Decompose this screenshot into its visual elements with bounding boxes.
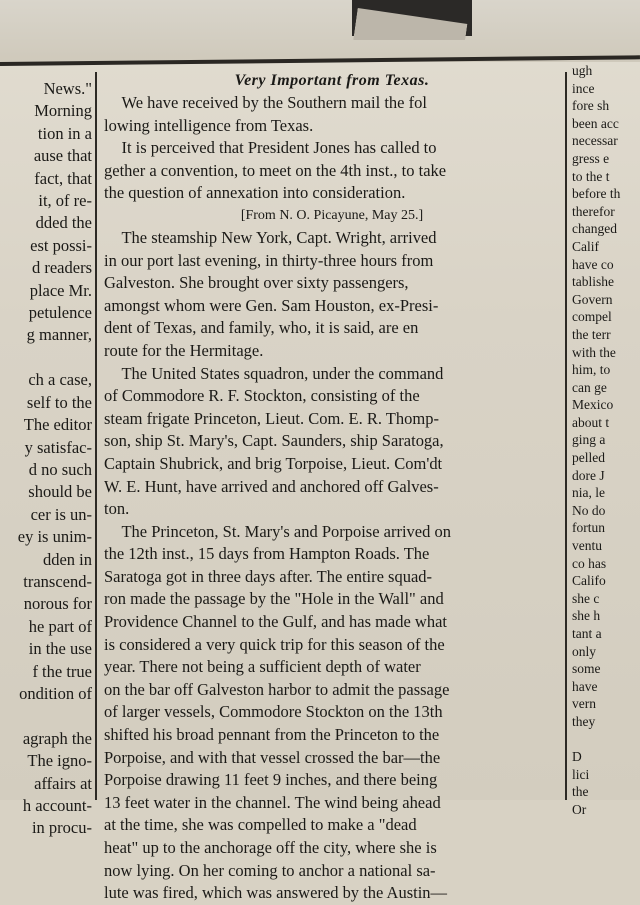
left-column-line xyxy=(0,347,92,369)
right-column-line: nia, le xyxy=(572,485,605,501)
left-column-line: agraph the xyxy=(22,728,92,748)
right-column-line: about t xyxy=(572,414,610,430)
right-column-line: she c xyxy=(572,590,600,606)
right-column-line: the terr xyxy=(572,326,611,342)
article-line: gether a convention, to meet on the 4th inst., to take xyxy=(104,160,447,180)
left-column-line: dden in xyxy=(42,549,92,569)
left-column-line: The igno- xyxy=(27,751,92,771)
right-column-line: tablishe xyxy=(572,274,614,290)
column-rule-left xyxy=(95,72,97,800)
right-column-line: ging a xyxy=(572,432,606,448)
left-column-line: fact, that xyxy=(34,168,92,188)
right-column-line: they xyxy=(572,713,596,729)
right-column-line: No do xyxy=(572,502,606,518)
right-column-line: fore sh xyxy=(572,98,610,114)
article-line: the question of annexation into consideration. xyxy=(104,183,406,203)
right-column-line: Califo xyxy=(572,573,606,589)
article-line: dent of Texas, and family, who, it is said, are en xyxy=(104,318,419,338)
article-line: route for the Hermitage. xyxy=(104,340,264,360)
right-column-line: some xyxy=(572,661,601,677)
top-margin xyxy=(0,0,640,62)
article-line: lute was fired, which was answered by the Austin— xyxy=(104,883,448,903)
left-column-line: f the true xyxy=(32,661,92,681)
right-column-line: can ge xyxy=(572,379,607,395)
right-column-line: ince xyxy=(572,80,595,96)
right-column-line: gress e xyxy=(572,150,610,166)
left-column-line: self to the xyxy=(26,392,92,412)
right-column-line: co has xyxy=(572,555,607,571)
article-line: Captain Shubrick, and brig Torpoise, Lieut. Com'dt xyxy=(104,453,443,473)
article-line: We have received by the Southern mail the fol xyxy=(121,93,427,112)
left-column-line: should be xyxy=(28,482,92,502)
article-line: of Commodore R. F. Stockton, consisting of the xyxy=(104,386,420,406)
article-line: shifted his broad pennant from the Princeton to the xyxy=(104,725,440,745)
left-column-line: ause that xyxy=(33,146,92,166)
right-column-line: vern xyxy=(572,696,596,712)
left-column-line: est possi- xyxy=(30,235,92,255)
article-line: at the time, she was compelled to make a "dead xyxy=(104,815,417,835)
left-column-line: ondition of xyxy=(19,683,92,703)
left-column-line: transcend- xyxy=(23,571,92,591)
left-column-line: g manner, xyxy=(26,325,92,345)
article-line: It is perceived that President Jones has called to xyxy=(121,138,437,158)
right-column-line: changed xyxy=(572,221,617,237)
column-rule-right xyxy=(565,72,567,800)
article-paragraph-squadron xyxy=(104,363,560,521)
article-line: The Princeton, St. Mary's and Porpoise arrived on xyxy=(121,521,451,541)
right-column-line: with the xyxy=(572,344,616,360)
left-column-line: in the use xyxy=(28,639,92,659)
article-paragraph-convention xyxy=(104,137,560,205)
left-column-line: he part of xyxy=(28,616,92,636)
right-column-line: Calif xyxy=(572,238,599,254)
article-line: son, ship St. Mary's, Capt. Saunders, ship Saratoga, xyxy=(104,431,444,451)
article-line: ton. xyxy=(104,499,130,519)
left-column-line: place Mr. xyxy=(29,280,92,300)
left-column-line: h account- xyxy=(22,796,92,815)
right-column-line: dore J xyxy=(572,467,605,483)
article-line: the 12th inst., 15 days from Hampton Roads. The xyxy=(104,544,430,564)
main-article xyxy=(104,70,560,903)
article-intro xyxy=(104,92,560,137)
left-column-line: affairs at xyxy=(34,773,92,793)
article-line: steam frigate Princeton, Lieut. Com. E. R. Thomp- xyxy=(104,408,439,428)
article-line: is considered a very quick trip for this season of the xyxy=(104,634,445,654)
left-column-line: y satisfac- xyxy=(24,437,92,457)
article-source-line: [From N. O. Picayune, May 25.] xyxy=(240,207,424,223)
right-column-line: compel xyxy=(572,309,612,325)
right-column-line: she h xyxy=(572,608,601,624)
right-column xyxy=(572,62,640,817)
right-column-line: necessar xyxy=(572,133,618,149)
right-column-line: lici xyxy=(572,766,590,782)
right-column-line: ugh xyxy=(572,63,593,78)
right-column-line: D xyxy=(572,749,582,765)
left-column-line: d readers xyxy=(31,258,92,278)
left-column xyxy=(0,78,92,838)
right-column-line: Or xyxy=(572,801,587,817)
article-line: 13 feet water in the channel. The wind being ahead xyxy=(104,792,441,812)
left-column-line: d no such xyxy=(28,459,92,479)
left-column-line xyxy=(0,705,92,727)
left-column-line: norous for xyxy=(23,594,92,614)
article-line: in our port last evening, in thirty-three hours from xyxy=(104,250,434,270)
right-column-line: have co xyxy=(572,256,614,272)
right-column-line: him, to xyxy=(572,362,611,378)
article-line: Porpoise drawing 11 feet 9 inches, and there being xyxy=(104,770,438,790)
article-line: The United States squadron, under the command xyxy=(121,363,444,383)
right-column-line: only xyxy=(572,643,597,659)
article-paragraph-new-york xyxy=(104,227,560,363)
article-headline: Very Important from Texas. xyxy=(234,72,430,89)
right-column-line: the xyxy=(572,784,589,800)
right-column-line: therefor xyxy=(572,203,615,219)
left-column-line: The editor xyxy=(23,415,92,435)
right-column-line: have xyxy=(572,678,598,694)
article-line: ron made the passage by the "Hole in the Wall" and xyxy=(104,589,444,609)
article-line: now lying. On her coming to anchor a national sa- xyxy=(104,860,436,880)
left-column-line: in procu- xyxy=(31,818,92,838)
article-line: Porpoise, and with that vessel crossed the bar—the xyxy=(104,747,441,767)
article-line: Providence Channel to the Gulf, and has made what xyxy=(104,612,448,632)
left-column-line: ey is unim- xyxy=(17,527,92,547)
right-column-line: tant a xyxy=(572,626,602,641)
right-column-line: Mexico xyxy=(572,397,614,413)
left-column-line: cer is un- xyxy=(30,504,92,524)
right-column-line: ventu xyxy=(572,538,602,554)
right-column-line xyxy=(572,731,640,749)
left-column-line: dded the xyxy=(35,213,92,233)
article-line: on the bar off Galveston harbor to admit the passage xyxy=(104,679,450,699)
article-line: The steamship New York, Capt. Wright, arrived xyxy=(121,227,437,247)
article-line: Saratoga got in three days after. The entire squad- xyxy=(104,566,433,586)
right-column-line: to the t xyxy=(572,168,610,184)
article-line: W. E. Hunt, have arrived and anchored off Galves- xyxy=(104,476,439,496)
right-column-line: Govern xyxy=(572,291,613,307)
right-column-line: before th xyxy=(572,186,621,202)
article-line: lowing intelligence from Texas. xyxy=(104,115,314,135)
left-column-line: ch a case, xyxy=(28,370,92,390)
article-line: heat" up to the anchorage off the city, where she is xyxy=(104,838,437,857)
right-column-line: pelled xyxy=(572,450,605,466)
left-column-line: petulence xyxy=(28,303,92,323)
article-line: Galveston. She brought over sixty passengers, xyxy=(104,273,409,293)
left-column-line: News." xyxy=(43,79,92,98)
article-line: of larger vessels, Commodore Stockton on the 13th xyxy=(104,702,443,722)
left-column-line: Morning xyxy=(34,101,92,121)
article-line: amongst whom were Gen. Sam Houston, ex-Presi- xyxy=(104,295,439,315)
left-column-line: tion in a xyxy=(37,123,92,143)
left-column-line: it, of re- xyxy=(38,191,92,211)
right-column-line: fortun xyxy=(572,520,605,536)
article-line: year. There not being a sufficient depth of water xyxy=(104,657,421,677)
right-column-line: been acc xyxy=(572,115,619,131)
article-paragraph-princeton xyxy=(104,521,560,905)
